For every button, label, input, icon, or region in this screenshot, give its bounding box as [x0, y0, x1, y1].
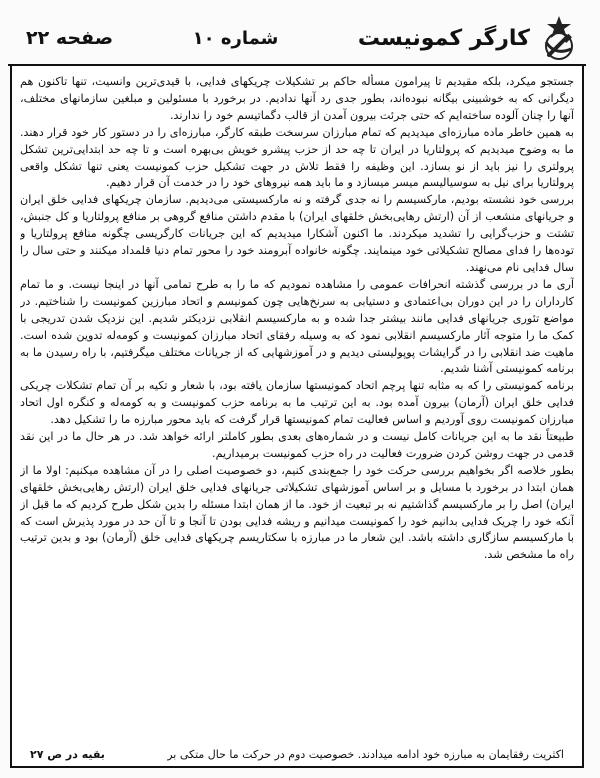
- continuation-note: بقیه در ص ۲۷: [30, 747, 105, 761]
- article-box: [10, 64, 584, 768]
- issue-number: شماره ۱۰: [192, 27, 279, 49]
- page-number: صفحه ۲۲: [26, 27, 114, 49]
- paragraph-3: بررسی خود نشسته بودیم، مارکسیسم را نه جدی گرفته و نه مارکسیستی می‌دیدیم. سازمان چریکهای فدایی خلق ایران و جریانهای منشعب از آن (ارتش رهایی‌بخش خلقهای ایران) با مقدم داشتن منافع گروهی بر منافع پرولتاریا و کل جنبش، تشتت و حزب‌گرایی را تشدید میکردند. ما اکنون آشکارا میدیدیم که این جریانات کارگریسی چگونه منافع پرولتاریا و توده‌ها را فدای مصالح تشکیلاتی خود مینمایند. چگونه خانواده آبرومند خود را محور تمام دنیا قلمداد میکنند و حتی سال را سال فدایی نام می‌نهند.: [20, 193, 574, 274]
- newspaper-title: کارگر کمونیست: [357, 25, 530, 51]
- masthead: [358, 14, 586, 62]
- paragraph-4: آری ما در بررسی گذشته انحرافات عمومی را مشاهده نمودیم که ما را به طرح تمامی آنها در اینجا نیست. و ما تمام کارداران را در این دوران بی‌اعتمادی و دستیابی به سرنخ‌هایی چون کمونیسم و اتحاد مبارزین کمونیست را شناختیم. در مواضع تئوری جریانهای فدایی مانند بیشتر جدا شده و به مارکسیسم انقلابی نزدیکتر شدیم. این نزدیک شدن تدریجی با کمک ما را متوجه آثار مارکسیسم انقلابی نمود که به وسیله رفقای اتحاد مبارزان کمونیست و کومه‌له تدوین شده است. ماهیت ضد انقلابی را در گرایشات پوپولیستی دیدیم و در آموزشهایی که از جریانات مختلف میگرفتیم، با راه رسیدن ما به برنامه کمونیستی آشنا شدیم.: [20, 277, 574, 376]
- article-body: [20, 74, 574, 758]
- paragraph-1: جستجو میکرد، بلکه مقیدیم تا پیرامون مسأله حاکم بر تشکیلات چریکهای فدایی، با قیدی‌ترین وانسیت، تنها تاکنون هم دیگرانی که به خوشبینی بیگانه نبوده‌اند، بطور جدی رد آنها ندادیم. در برخورد با مسئولین و مبلغین سازمانهای مختلف، آنها را چنان آلوده ساخته‌ایم که حتی جرئت بیرون آمدن از قالب دگماتیسم خود را ندارند.: [20, 75, 574, 122]
- footer-text: اکثریت رفقایمان به مبارزه خود ادامه میدادند. خصوصیت دوم در حرکت ما حال متکی بر: [167, 747, 564, 761]
- paragraph-5: برنامه کمونیستی را که به مثابه تنها پرچم اتحاد کمونیستها سازمان یافته بود، با شعار و تکیه بر آن تمام تشکلات چریکی فدایی خلق ایران (آرمان) بیرون آمده بود. به این ترتیب ما به برنامه حزب کمونیست و به کومه‌له و کنگره اول اتحاد مبارزان کمونیست روی آوردیم و اساس فعالیت تمام کمونیستها قرار گرفت که باید محور مبارزه ما را تشکیل دهد.: [20, 379, 574, 427]
- paragraph-6: طبیعتاً نقد ما به این جریانات کامل نیست و در شماره‌های بعدی بطور کاملتر ارائه خواهد شد. در هر حال ما در این نقد قدمی در جهت روشن کردن ضرورت فعالیت در راه حزب کمونیست برمیداریم.: [20, 430, 574, 460]
- hammer-sickle-star-icon: [538, 14, 580, 62]
- paragraph-2: به همین خاطر ماده مبارزه‌ای میدیدیم که تمام مبارزان سرسخت طبقه کارگر، مبارزه‌ای را در دستور کار خود قرار دهند. ما به وضوح میدیدیم که پرولتاریا در ایران تا چه حد از حزب پیشرو خویش بی‌بهره است و تا چه حد ابتدایی‌ترین تشکل پرولتری را نیز باید از نو بسازد. این وظیفه را فقط تلاش در جهت تشکیل حزب کمونیست یعنی تنها تشکل واقعی پرولتاریا برای نیل به سوسیالیسم میسر میسازد و ما باید همه نیروهای خود را در خدمت آن قرار دهیم.: [20, 125, 574, 190]
- article-footer: [30, 746, 564, 762]
- page-header: [8, 12, 586, 66]
- paragraph-7: بطور خلاصه اگر بخواهیم بررسی حرکت خود را جمع‌بندی کنیم، دو خصوصیت اصلی را در آن مشاهده میکنیم: اولا ما از همان ابتدا در برخورد با مسایل و بر اساس آموزشهای تشکیلاتی جریانهای فدایی خلق ایران (ارتش رهایی‌بخش خلقهای ایران) اصل را بر مارکسیسم گذاشتیم نه بر تبعیت از خود. ما از همان ابتدا مسئله را بدین شکل طرح کردیم که ما قبل از آنکه خود را چریک فدایی بدانیم خود را کمونیست میدانیم و ریشه فدایی بودن تا آنجا و تا آن حد در مورد پذیرش است که با مارکسیسم سازگاری داشته باشد. این شعار ما در مبارزه با سکتاریسم چریکهای فدایی خلق (آرمان) بود و بدین ترتیب راه ما مشخص شد.: [20, 463, 574, 562]
